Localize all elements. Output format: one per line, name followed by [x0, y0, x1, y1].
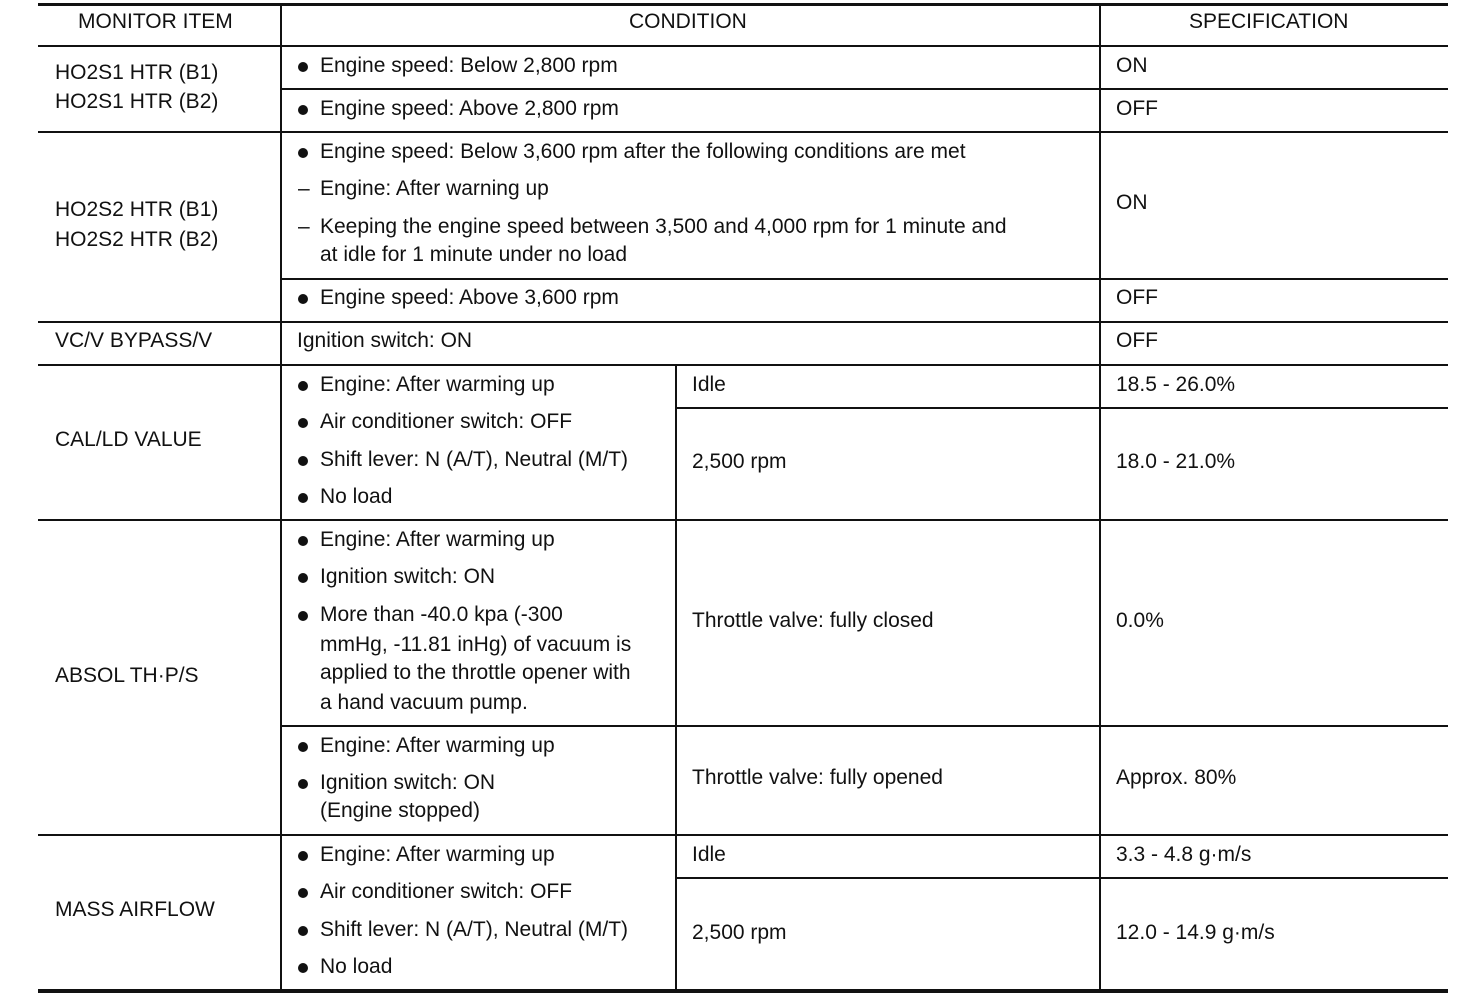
bullet-icon — [298, 381, 308, 391]
row-divider — [38, 131, 1448, 133]
spec-value: Approx. 80% — [1116, 766, 1237, 789]
sub-condition: Throttle valve: fully closed — [692, 609, 934, 632]
condition-text: a hand vacuum pump. — [320, 691, 528, 714]
condition-text: (Engine stopped) — [320, 799, 480, 822]
monitor-item: MASS AIRFLOW — [55, 898, 215, 921]
spec-value: 12.0 - 14.9 g·m/s — [1116, 921, 1275, 944]
bullet-icon — [298, 105, 308, 115]
row-divider — [38, 834, 1448, 836]
column-divider — [675, 364, 677, 991]
bullet-icon — [298, 926, 308, 936]
sub-condition: Throttle valve: fully opened — [692, 766, 943, 789]
row-divider — [676, 877, 1448, 879]
condition-text: Air conditioner switch: OFF — [320, 880, 573, 903]
monitor-item: VC/V BYPASS/V — [55, 329, 213, 352]
condition-text: Engine: After warming up — [320, 843, 555, 866]
monitor-item: HO2S1 HTR (B1) — [55, 61, 219, 84]
spec-value: OFF — [1116, 286, 1158, 309]
bullet-icon — [298, 888, 308, 898]
condition-text: Shift lever: N (A/T), Neutral (M/T) — [320, 918, 629, 941]
condition-text: Ignition switch: ON — [320, 771, 496, 794]
row-divider — [676, 407, 1448, 409]
condition-text: No load — [320, 955, 393, 978]
monitor-item: HO2S2 HTR (B2) — [55, 228, 219, 251]
monitor-item: HO2S2 HTR (B1) — [55, 198, 219, 221]
bullet-icon — [298, 456, 308, 466]
bullet-icon — [298, 851, 308, 861]
condition-text: at idle for 1 minute under no load — [320, 243, 628, 266]
dash-icon: – — [298, 177, 310, 200]
spec-value: OFF — [1116, 329, 1158, 352]
bullet-icon — [298, 779, 308, 789]
condition-text: Ignition switch: ON — [297, 329, 473, 352]
table-top-border — [38, 3, 1448, 6]
row-divider — [38, 364, 1448, 366]
row-divider — [281, 278, 1448, 280]
monitor-item: CAL/LD VALUE — [55, 428, 202, 451]
spec-value: 18.0 - 21.0% — [1116, 450, 1236, 473]
spec-value: OFF — [1116, 97, 1158, 120]
bullet-icon — [298, 493, 308, 503]
bullet-icon — [298, 573, 308, 583]
header-monitor-item: MONITOR ITEM — [78, 10, 233, 33]
row-divider — [281, 725, 1448, 727]
condition-text: Ignition switch: ON — [320, 565, 496, 588]
spec-value: ON — [1116, 54, 1148, 77]
condition-text: Engine: After warming up — [320, 528, 555, 551]
condition-text: Engine speed: Above 3,600 rpm — [320, 286, 619, 309]
condition-text: Engine speed: Below 3,600 rpm after the following conditions are met — [320, 140, 966, 163]
sub-condition: 2,500 rpm — [692, 921, 787, 944]
condition-text: Air conditioner switch: OFF — [320, 410, 573, 433]
column-divider — [280, 3, 282, 991]
condition-text: mmHg, -11.81 inHg) of vacuum is — [320, 633, 632, 656]
spec-value: 3.3 - 4.8 g·m/s — [1116, 843, 1252, 866]
bullet-icon — [298, 294, 308, 304]
header-specification: SPECIFICATION — [1189, 10, 1349, 33]
condition-text: More than -40.0 kpa (-300 — [320, 603, 563, 626]
bullet-icon — [298, 536, 308, 546]
condition-text: Engine speed: Above 2,800 rpm — [320, 97, 619, 120]
dash-icon: – — [298, 215, 310, 238]
bullet-icon — [298, 611, 308, 621]
condition-text: Engine: After warming up — [320, 373, 555, 396]
header-condition: CONDITION — [629, 10, 747, 33]
row-divider — [38, 519, 1448, 521]
spec-value: 18.5 - 26.0% — [1116, 373, 1236, 396]
condition-text: Engine: After warning up — [320, 177, 549, 200]
monitor-item: ABSOL TH·P/S — [55, 664, 199, 687]
sub-condition: Idle — [692, 843, 726, 866]
monitor-item: HO2S1 HTR (B2) — [55, 90, 219, 113]
row-divider — [281, 88, 1448, 90]
bullet-icon — [298, 62, 308, 72]
sub-condition: 2,500 rpm — [692, 450, 787, 473]
bullet-icon — [298, 148, 308, 158]
condition-text: No load — [320, 485, 393, 508]
bullet-icon — [298, 418, 308, 428]
condition-text: Engine: After warming up — [320, 734, 555, 757]
spec-value: ON — [1116, 191, 1148, 214]
column-divider — [1099, 3, 1101, 991]
condition-text: Engine speed: Below 2,800 rpm — [320, 54, 618, 77]
table-bottom-border — [38, 989, 1448, 993]
sub-condition: Idle — [692, 373, 726, 396]
row-divider — [38, 321, 1448, 323]
condition-text: applied to the throttle opener with — [320, 661, 631, 684]
header-divider — [38, 45, 1448, 47]
condition-text: Shift lever: N (A/T), Neutral (M/T) — [320, 448, 629, 471]
condition-text: Keeping the engine speed between 3,500 and 4,000 rpm for 1 minute and — [320, 215, 1007, 238]
bullet-icon — [298, 963, 308, 973]
bullet-icon — [298, 742, 308, 752]
spec-value: 0.0% — [1116, 609, 1164, 632]
